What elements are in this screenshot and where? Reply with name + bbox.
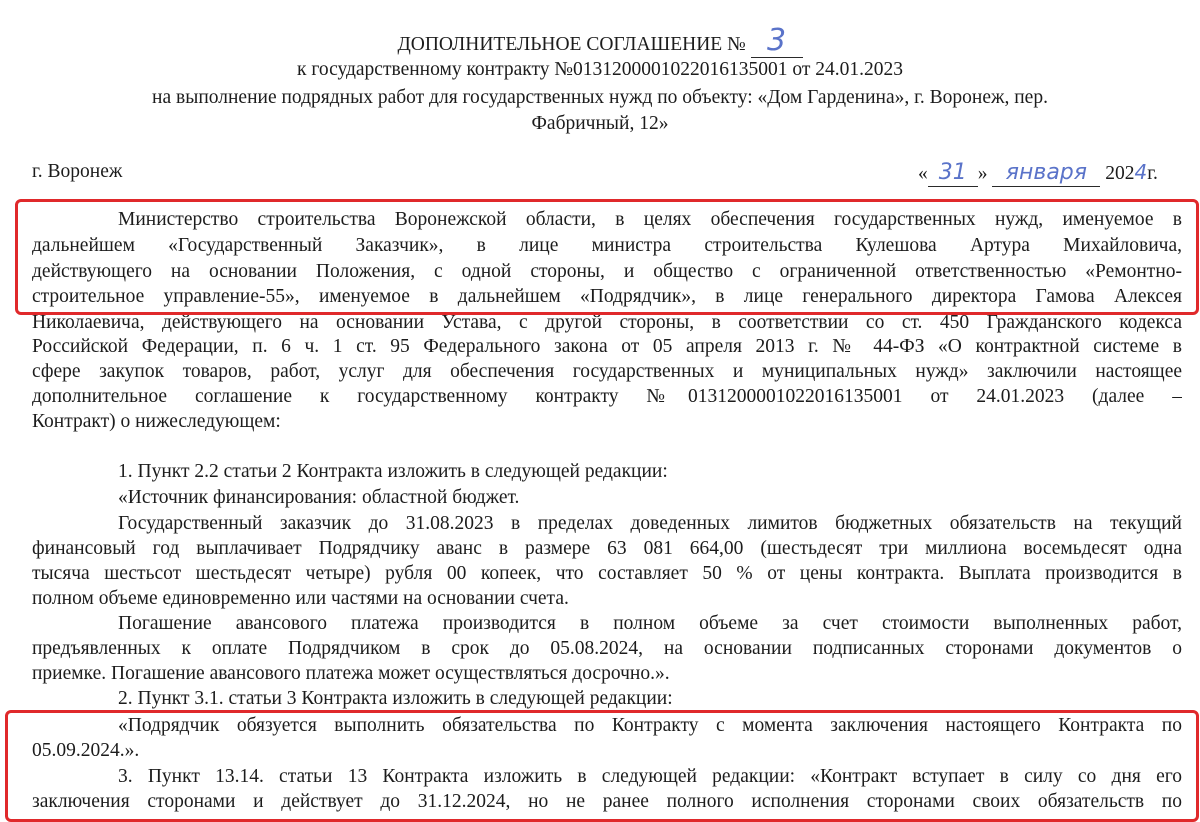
agreement-date	[918, 160, 1158, 187]
agreement-number-handwritten: 3	[767, 23, 787, 58]
clause-3-heading: 3. Пункт 13.14. статьи 13 Контракта изложить в следующей редакции: «Контракт вступает в силу со дня его	[118, 766, 1182, 787]
year-prefix: 202	[1105, 163, 1135, 184]
month-field	[992, 161, 1100, 187]
body-line: «Подрядчик обязуется выполнить обязательства по Контракту с момента заключения настоящего Контракта по	[118, 715, 1182, 736]
body-line: Николаевича, действующего на основании Устава, с другой стороны, в соответствии со ст. 450 Гражданского кодекса	[32, 312, 1182, 333]
clause-2-heading: 2. Пункт 3.1. статьи 3 Контракта изложить в следующей редакции:	[118, 688, 673, 709]
body-line: приемке. Погашение авансового платежа может осуществляться досрочно.».	[32, 663, 670, 684]
body-line: Государственный заказчик до 31.08.2023 в пределах доведенных лимитов бюджетных обязательств на текущий	[118, 513, 1182, 534]
city: г. Воронеж	[32, 161, 123, 182]
body-line: «Источник финансирования: областной бюджет.	[118, 487, 520, 508]
body-line: сфере закупок товаров, работ, услуг для обеспечения государственных и муниципальных нужд» заключили настоящее	[32, 361, 1182, 382]
day-handwritten: 31	[938, 160, 967, 185]
body-line: 05.09.2024.».	[32, 740, 140, 761]
month-handwritten: января	[1005, 160, 1087, 185]
body-line: заключения сторонами и действует до 31.12.2024, но не ранее полного исполнения сторонами своих обязательств по	[32, 791, 1182, 812]
body-line: дальнейшем «Государственный Заказчик», в лице министра строительства Кулешова Артура Михайловича,	[32, 235, 1182, 256]
day-field	[928, 161, 978, 187]
year-digit-handwritten: 4	[1134, 160, 1148, 184]
date-open-quote: «	[918, 163, 928, 184]
date-close-quote: »	[977, 163, 988, 184]
body-line: Погашение авансового платежа производится в полном объеме за счет стоимости выполненных работ,	[118, 613, 1182, 634]
body-line: полном объеме единовременно или частями на основании счета.	[32, 588, 569, 609]
body-line: строительное управление-55», именуемое в дальнейшем «Подрядчик», в лице генерального директора Гамова Алексея	[32, 286, 1182, 307]
body-line: Контракт) о нижеследующем:	[32, 411, 281, 432]
body-line: дополнительное соглашение к государственному контракту №0131200001022016135001 от 24.01.2023 (далее –	[32, 386, 1182, 407]
body-line: Министерство строительства Воронежской области, в целях обеспечения государственных нужд, именуемое в	[118, 209, 1182, 230]
body-line: Российской Федерации, п. 6 ч. 1 ст. 95 Федерального закона от 05 апреля 2013 г. № 44-ФЗ «О контрактной системе в	[32, 336, 1182, 357]
clause-1-heading: 1. Пункт 2.2 статьи 2 Контракта изложить в следующей редакции:	[118, 461, 668, 482]
body-line: финансовый год выплачивает Подрядчику аванс в размере 63 081 664,00 (шестьдесят три миллиона восемьдесят одна	[32, 538, 1182, 559]
body-line: действующего на основании Положения, с одной стороны, и общество с ограниченной ответственностью «Ремонтно-	[32, 261, 1182, 282]
agreement-number-field	[751, 23, 803, 58]
contract-reference: к государственному контракту №0131200001022016135001 от 24.01.2023	[296, 59, 904, 80]
year-suffix: г.	[1147, 163, 1158, 184]
object-description-cont: Фабричный, 12»	[531, 113, 669, 134]
object-description: на выполнение подрядных работ для государственных нужд по объекту: «Дом Гарденина», г. Воронеж, пер.	[152, 87, 1048, 108]
agreement-title	[0, 23, 1200, 58]
body-line: тысяча шестьсот шестьдесят четыре) рубля 00 копеек, что составляет 50 % от цены контракта. Выплата производится в	[32, 563, 1182, 584]
title-prefix: ДОПОЛНИТЕЛЬНОЕ СОГЛАШЕНИЕ №	[397, 34, 746, 55]
body-line: предъявленных к оплате Подрядчиком в срок до 05.08.2024, на основании подписанных сторонами документов о	[32, 638, 1182, 659]
